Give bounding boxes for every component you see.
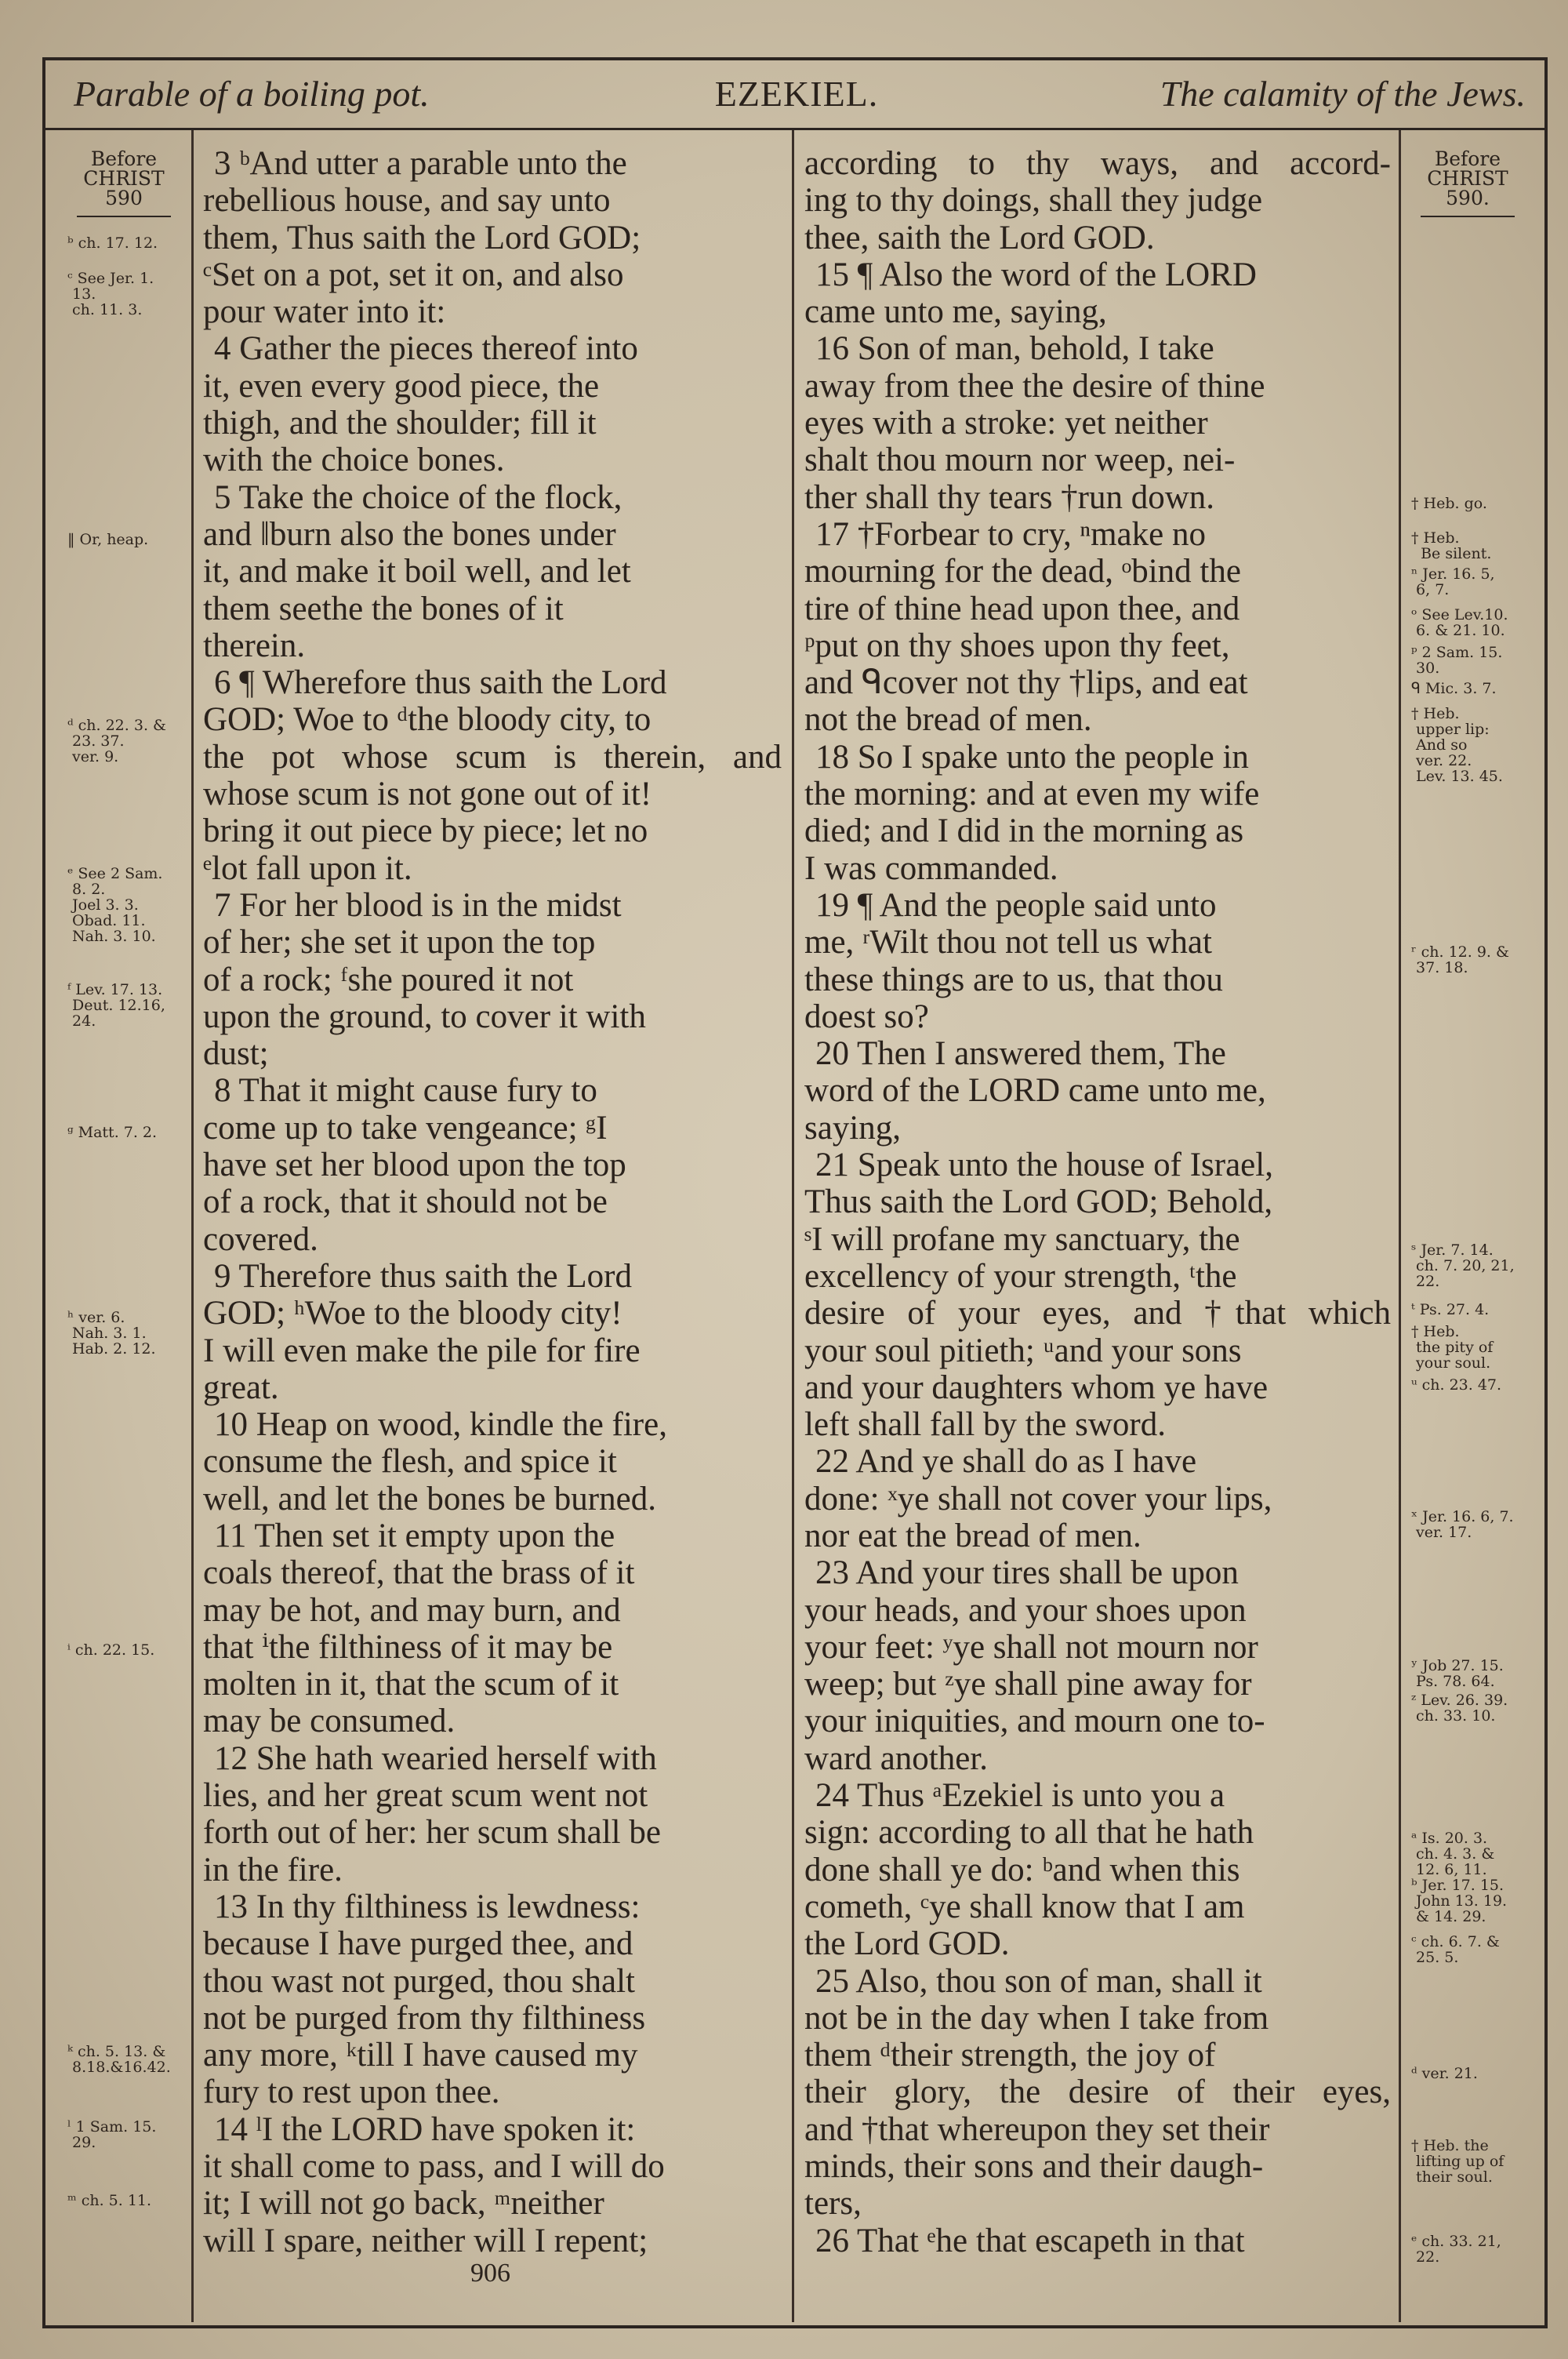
text-line: sign: according to all that he hath [804,1814,1254,1852]
margin-reference: † Heb. upper lip: And so ver. 22. Lev. 13. 45. [1411,705,1503,785]
text-line: may be hot, and may burn, and [203,1591,621,1629]
text-line: because I have purged thee, and [203,1925,633,1963]
margin-reference: ᵈ ch. 22. 3. & 23. 37. ver. 9. [67,717,166,765]
text-line: ther shall thy tears †run down. [804,478,1215,516]
text-line: and your daughters whom ye have [804,1369,1269,1406]
margin-reference: ᵈ ver. 21. [1411,2065,1478,2082]
column-divider-right [1399,130,1401,2322]
text-line: shalt thou mourn nor weep, nei- [804,442,1236,479]
text-line: away from thee the desire of thine [804,367,1265,405]
margin-reference: † Heb. go. [1411,495,1487,512]
text-line: me, ʳWilt thou not tell us what [804,924,1212,961]
text-line: it shall come to pass, and I will do [203,2148,665,2186]
margin-reference: ⁿ Jer. 16. 5, 6, 7. [1411,565,1495,598]
text-line: 17 †Forbear to cry, ⁿmake no [815,515,1206,553]
text-line: 18 So I spake unto the people in [815,738,1249,776]
text-line: 12 She hath wearied herself with [214,1739,657,1777]
margin-reference: † Heb. the lifting up of their soul. [1411,2137,1504,2186]
text-line: 13 In thy filthiness is lewdness: [214,1888,641,1925]
text-line: have set her blood upon the top [203,1147,626,1184]
text-line: thou wast not purged, thou shalt [203,1962,636,2000]
text-line: died; and I did in the morning as [804,812,1244,850]
text-line: forth out of her: her scum shall be [203,1814,661,1852]
text-line: according to thy ways, and accord- [804,145,1391,182]
text-line: rebellious house, and say unto [203,182,611,220]
text-line: ᵖput on thy shoes upon thy feet, [804,627,1230,664]
text-line: covered. [203,1220,318,1258]
margin-reference: ˣ Jer. 16. 6, 7. ver. 17. [1411,1508,1514,1541]
text-line: 8 That it might cause fury to [214,1072,597,1110]
text-line: it, even every good piece, the [203,367,600,405]
running-head-right: The calamity of the Jews. [1160,74,1526,114]
text-line: not the bread of men. [804,701,1092,739]
text-line: 11 Then set it empty upon the [214,1517,615,1554]
text-line: nor eat the bread of men. [804,1517,1142,1554]
text-line: 4 Gather the pieces thereof into [214,330,638,368]
text-line: ters, [804,2185,862,2223]
text-line: and ‖burn also the bones under [203,515,616,553]
text-line: done shall ye do: ᵇand when this [804,1851,1240,1888]
text-line: consume the flesh, and spice it [203,1443,617,1481]
text-line: their glory, the desire of their eyes, [804,2074,1391,2111]
text-line: I will even make the pile for fire [203,1332,641,1369]
text-line: of a rock; ᶠshe poured it not [203,961,574,998]
text-line: the Lord GOD. [804,1925,1010,1963]
text-line: with the choice bones. [203,442,505,479]
text-line: cometh, ᶜye shall know that I am [804,1888,1245,1925]
text-line: of her; she set it upon the top [203,924,596,961]
text-line: of a rock, that it should not be [203,1183,608,1221]
text-line: came unto me, saying, [804,293,1107,331]
text-line: coals thereof, that the brass of it [203,1554,635,1592]
text-line: tire of thine head upon thee, and [804,590,1240,627]
text-line: great. [203,1369,279,1406]
text-line: done: ˣye shall not cover your lips, [804,1480,1272,1518]
text-line: thigh, and the shoulder; fill it [203,405,597,442]
margin-reference: ᑫ Mic. 3. 7. [1411,680,1497,697]
text-line: I was commanded. [804,849,1058,887]
text-line: fury to rest upon thee. [203,2074,500,2111]
margin-reference: ᵉ ch. 33. 21, 22. [1411,2233,1501,2266]
margin-reference: ᶠ Lev. 17. 13. Deut. 12.16, 24. [67,981,165,1030]
text-line: molten in it, that the scum of it [203,1666,619,1703]
text-line: weep; but ᶻye shall pine away for [804,1666,1252,1703]
text-line: lies, and her great scum went not [203,1777,648,1815]
text-line: left shall fall by the sword. [804,1406,1166,1444]
text-line: bring it out piece by piece; let no [203,812,648,850]
running-head-left: Parable of a boiling pot. [74,74,430,114]
christ-label: CHRIST [1427,167,1508,190]
text-line: thee, saith the Lord GOD. [804,219,1155,256]
text-line: will I spare, neither will I repent; [203,2222,648,2259]
text-line: 25 Also, thou son of man, shall it [815,1962,1262,2000]
margin-reference: ‖ Or, heap. [67,531,149,548]
text-line: the morning: and at even my wife [804,776,1260,813]
rule [77,216,171,217]
margin-reference: ᵇ Jer. 17. 15. John 13. 19. & 14. 29. [1411,1877,1508,1925]
text-line: 3 ᵇAnd utter a parable unto the [214,145,627,182]
text-line: 21 Speak unto the house of Israel, [815,1147,1273,1184]
text-line: them, Thus saith the Lord GOD; [203,219,641,256]
text-line: come up to take vengeance; ᵍI [203,1109,608,1147]
margin-reference: ⁱ ch. 22. 15. [67,1641,155,1659]
margin-reference: ᵖ 2 Sam. 15. 30. [1411,644,1503,677]
text-line: mourning for the dead, ᵒbind the [804,553,1241,591]
text-line: that ⁱthe filthiness of it may be [203,1628,613,1666]
text-line: upon the ground, to cover it with [203,998,646,1035]
year-label: 590 [105,187,143,209]
christ-label: CHRIST [83,167,165,190]
column-divider-center [792,130,794,2322]
margin-reference: ᶻ Lev. 26. 39. ch. 33. 10. [1411,1692,1508,1725]
margin-reference: ᵃ Is. 20. 3. ch. 4. 3. & 12. 6, 11. [1411,1830,1495,1878]
text-column-right [804,145,1391,2259]
margin-reference: † Heb. the pity of your soul. [1411,1323,1494,1372]
text-line: in the fire. [203,1851,343,1888]
text-line: doest so? [804,998,929,1035]
margin-reference: ʳ ch. 12. 9. & 37. 18. [1411,943,1509,976]
text-line: your feet: ʸye shall not mourn nor [804,1628,1258,1666]
text-line: ˢI will profane my sanctuary, the [804,1220,1240,1258]
text-line: 9 Therefore thus saith the Lord [214,1257,632,1295]
margin-reference: ʰ ver. 6. Nah. 3. 1. Hab. 2. 12. [67,1309,156,1358]
text-line: eyes with a stroke: yet neither [804,405,1208,442]
header-rule [45,128,1546,130]
text-line: 24 Thus ᵃEzekiel is unto you a [815,1777,1225,1815]
text-line: any more, ᵏtill I have caused my [203,2037,638,2074]
text-line: the pot whose scum is therein, and [203,738,782,776]
text-line: desire of your eyes, and †that which [804,1295,1391,1332]
text-line: it; I will not go back, ᵐneither [203,2185,604,2223]
text-line: 7 For her blood is in the midst [214,886,622,924]
margin-reference: ˢ Jer. 7. 14. ch. 7. 20, 21, 22. [1411,1241,1515,1290]
margin-reference: ᵒ See Lev.10. 6. & 21. 10. [1411,606,1508,639]
text-line: minds, their sons and their daugh- [804,2148,1264,2186]
before-label: Before [1434,147,1501,170]
text-line: saying, [804,1109,902,1147]
text-line: 23 And your tires shall be upon [815,1554,1239,1592]
margin-reference: † Heb. Be silent. [1411,529,1492,562]
text-column-left [203,145,782,2259]
text-line: ing to thy doings, shall they judge [804,182,1263,220]
margin-reference: ʸ Job 27. 15. Ps. 78. 64. [1411,1657,1504,1690]
text-line: GOD; ʰWoe to the bloody city! [203,1295,622,1332]
text-line: ᶜSet on a pot, set it on, and also [203,256,624,293]
text-line: 16 Son of man, behold, I take [815,330,1214,368]
margin-reference: ᵇ ch. 17. 12. [67,234,158,252]
text-line: 6 ¶ Wherefore thus saith the Lord [214,664,667,702]
text-line: ward another. [804,1739,989,1777]
margin-reference: ᶜ ch. 6. 7. & 25. 5. [1411,1933,1500,1966]
margin-reference: ᵉ See 2 Sam. 8. 2. Joel 3. 3. Obad. 11. Nah. 3. 10. [67,865,163,945]
text-line: your iniquities, and mourn one to- [804,1703,1265,1740]
text-line: well, and let the bones be burned. [203,1480,656,1518]
text-line: Thus saith the Lord GOD; Behold, [804,1183,1273,1221]
text-line: your soul pitieth; ᵘand your sons [804,1332,1242,1369]
text-line: 26 That ᵉhe that escapeth in that [815,2222,1245,2259]
text-line: GOD; Woe to ᵈthe bloody city, to [203,701,652,739]
text-line: may be consumed. [203,1703,456,1740]
text-line: 22 And ye shall do as I have [815,1443,1197,1481]
text-line: 15 ¶ Also the word of the LORD [815,256,1257,293]
text-line: not be in the day when I take from [804,1999,1269,2037]
text-line: dust; [203,1035,269,1073]
text-line: ᵉlot fall upon it. [203,849,412,887]
text-line: 10 Heap on wood, kindle the fire, [214,1406,667,1444]
page-number: 906 [470,2259,510,2288]
text-line: 5 Take the choice of the flock, [214,478,622,516]
text-line: and ᑫcover not thy †lips, and eat [804,664,1248,702]
margin-reference: ˡ 1 Sam. 15. 29. [67,2118,157,2151]
text-line: word of the LORD came unto me, [804,1072,1266,1110]
before-christ-right [1405,149,1530,217]
text-line: 19 ¶ And the people said unto [815,886,1217,924]
text-line: pour water into it: [203,293,446,331]
text-line: 20 Then I answered them, The [815,1035,1226,1073]
text-line: whose scum is not gone out of it! [203,776,652,813]
text-line: excellency of your strength, ᵗthe [804,1257,1237,1295]
rule [1421,216,1515,217]
book-title: EZEKIEL. [714,74,879,114]
text-line: them seethe the bones of it [203,590,564,627]
before-christ-left [61,149,187,217]
text-line: therein. [203,627,306,664]
text-line: not be purged from thy filthiness [203,1999,646,2037]
text-line: them ᵈtheir strength, the joy of [804,2037,1216,2074]
margin-reference: ᵘ ch. 23. 47. [1411,1376,1502,1394]
column-divider-left [191,130,194,2322]
margin-reference: ᵏ ch. 5. 13. & 8.18.&16.42. [67,2043,171,2076]
text-line: these things are to us, that thou [804,961,1223,998]
year-label: 590. [1446,187,1490,209]
margin-reference: ᵍ Matt. 7. 2. [67,1124,158,1141]
before-label: Before [90,147,158,170]
margin-reference: ᶜ See Jer. 1. 13. ch. 11. 3. [67,270,154,318]
text-line: and †that whereupon they set their [804,2110,1270,2148]
text-line: your heads, and your shoes upon [804,1591,1247,1629]
margin-reference: ᵐ ch. 5. 11. [67,2192,152,2209]
text-line: it, and make it boil well, and let [203,553,631,591]
text-line: 14 ˡI the LORD have spoken it: [214,2110,636,2148]
margin-reference: ᵗ Ps. 27. 4. [1411,1301,1490,1318]
